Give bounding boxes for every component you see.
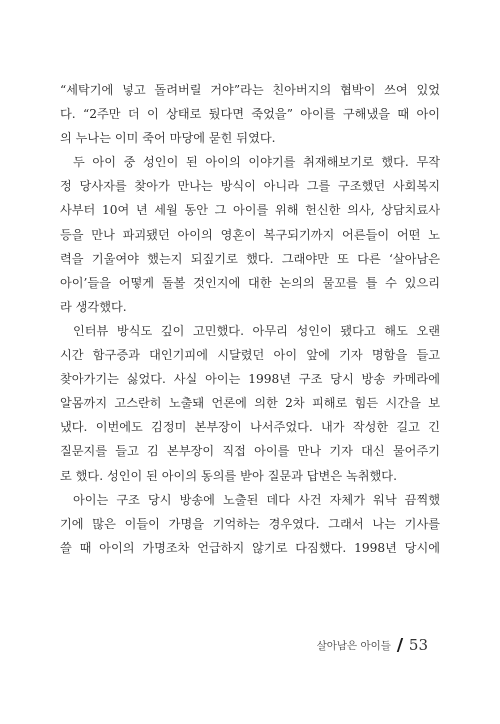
paragraph-3 (60, 319, 440, 488)
text-line: 다. “2주만 더 이 상태로 뒀다면 죽었을” 아이를 구해냈을 때 아이 (60, 107, 440, 122)
paragraph-4 (60, 488, 440, 560)
text-line: 력을 기울여야 했는지 되짚기로 했다. 그래야만 또 다른 ‘살아남은 (60, 251, 440, 266)
page-footer (317, 636, 428, 654)
paragraph-1 (60, 78, 440, 150)
text-line: “세탁기에 넣고 돌려버릴 거야”라는 친아버지의 협박이 쓰여 있었 (60, 83, 440, 97)
text-line: 인터뷰 방식도 깊이 고민했다. 아무리 성인이 됐다고 해도 오랜 (73, 323, 440, 338)
text-line: 정 당사자를 찾아가 만나는 방식이 아니라 그를 구조했던 사회복지 (60, 179, 440, 194)
running-book-title: 살아남은 아이들 (316, 639, 391, 652)
text-line: 냈다. 이번에도 김정미 본부장이 나서주었다. 내가 작성한 길고 긴 (60, 420, 440, 435)
page-number: 53 (408, 636, 428, 654)
text-line: 사부터 10여 년 세월 동안 그 아이를 위해 헌신한 의사, 상담치료사 (60, 203, 440, 218)
text-line: 두 아이 중 성인이 된 아이의 이야기를 취재해보기로 했다. 무작 (73, 155, 440, 170)
text-line: 알몸까지 고스란히 노출돼 언론에 의한 2차 피해로 힘든 시간을 보 (60, 396, 440, 411)
text-line: 질문지를 들고 김 본부장이 직접 아이를 만나 기자 대신 물어주기 (60, 444, 440, 459)
text-line: 라 생각했다. (60, 299, 127, 314)
body-text (60, 78, 440, 560)
text-line: 아이’들을 어떻게 돌볼 것인지에 대한 논의의 물꼬를 틀 수 있으리 (60, 275, 440, 290)
paragraph-2 (60, 150, 440, 319)
text-line: 쓸 때 아이의 가명조차 언급하지 않기로 다짐했다. 1998년 당시에 (60, 540, 440, 555)
text-line: 기에 많은 이들이 가명을 기억하는 경우였다. 그래서 나는 기사를 (60, 516, 440, 531)
text-line: 찾아가기는 싫었다. 사실 아이는 1998년 구조 당시 방송 카메라에 (60, 372, 440, 387)
text-line: 의 누나는 이미 죽어 마당에 묻힌 뒤였다. (60, 131, 276, 146)
text-line: 시간 함구증과 대인기피에 시달렸던 아이 앞에 기자 명함을 들고 (60, 348, 440, 363)
text-line: 로 했다. 성인이 된 아이의 동의를 받아 질문과 답변은 녹취했다. (60, 468, 397, 483)
text-line: 아이는 구조 당시 방송에 노출된 데다 사건 자체가 워낙 끔찍했 (73, 492, 440, 507)
slanted-bar-mark-icon (396, 637, 404, 653)
text-line: 등을 만나 파괴됐던 아이의 영혼이 복구되기까지 어른들이 어떤 노 (60, 227, 440, 242)
